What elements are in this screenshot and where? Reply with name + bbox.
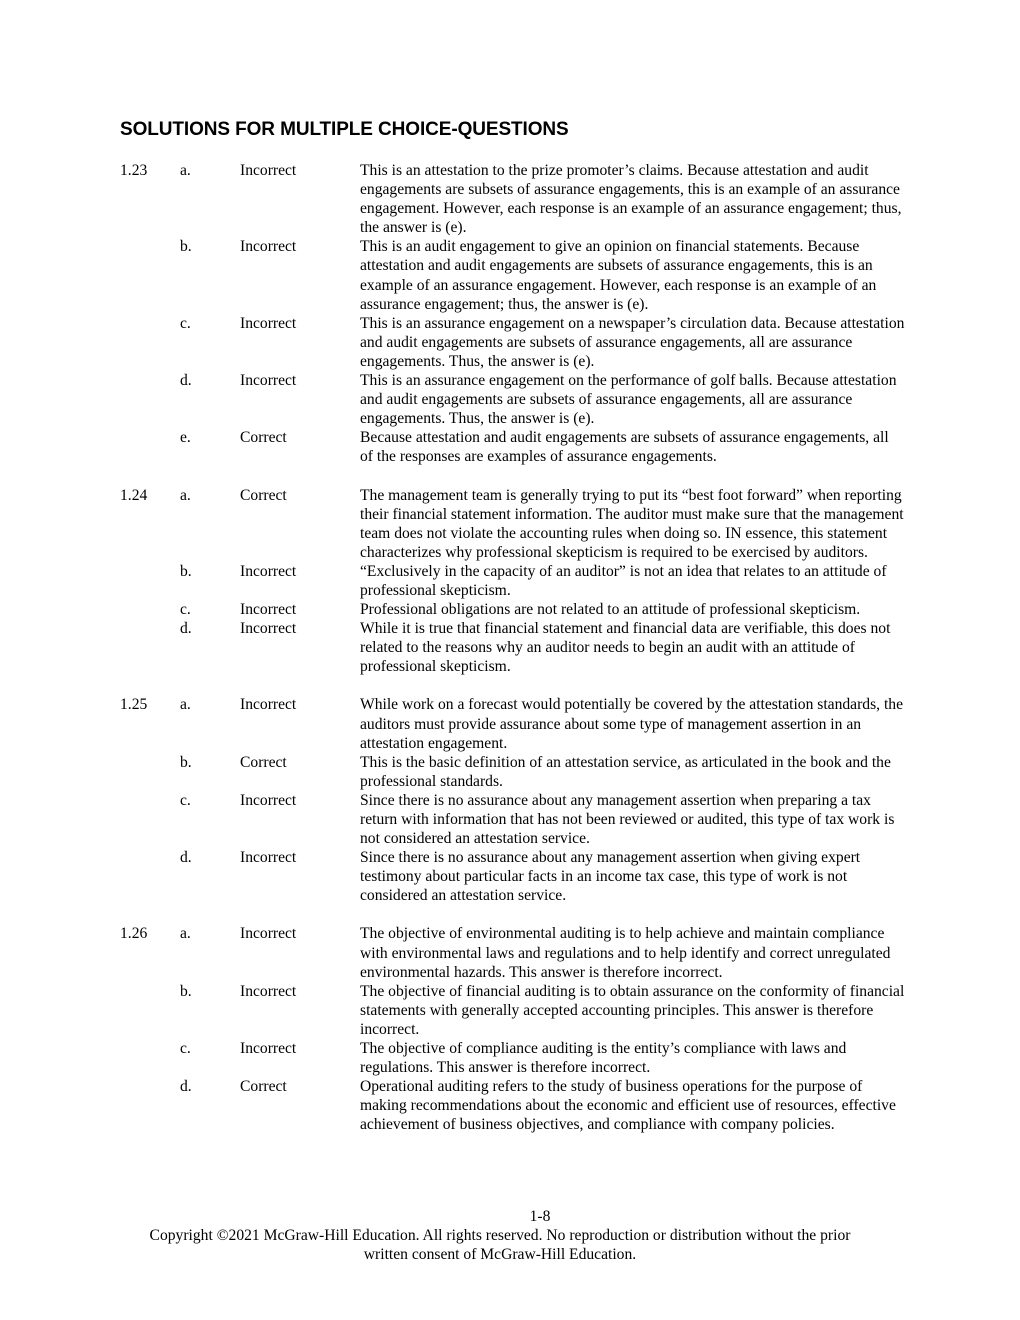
answer-explanation: This is an assurance engagement on a newspaper’s circulation data. Because attestation and audit engagements are subsets of assurance engagements, all are assurance engagements. Thus, the answer is (e). xyxy=(360,314,905,370)
answer-letter: c. xyxy=(180,601,191,619)
question-list xyxy=(120,161,910,1154)
answer-explanation: The objective of environmental auditing is to help achieve and maintain compliance with environmental laws and regulations and to help identify and correct unregulated environmental hazards. This answer is therefore incorrect. xyxy=(360,925,891,981)
answer-explanation: The objective of compliance auditing is the entity’s compliance with laws and regulations. This answer is therefore incorrect. xyxy=(360,1040,847,1077)
page-heading: SOLUTIONS FOR MULTIPLE CHOICE-QUESTIONS xyxy=(120,119,569,140)
answer-explanation: While work on a forecast would potentially be covered by the attestation standards, the auditors must provide assurance about some type of management assertion in an attestation engagement. xyxy=(360,696,904,752)
answer-verdict: Incorrect xyxy=(240,238,297,256)
answer-row xyxy=(120,486,910,562)
question-1-23 xyxy=(120,161,910,467)
answer-row xyxy=(120,600,910,619)
answer-verdict: Incorrect xyxy=(240,562,297,580)
answer-verdict: Correct xyxy=(240,486,287,504)
answer-explanation: This is an audit engagement to give an opinion on financial statements. Because attestation and audit engagements are subsets of assurance engagements, this is an example of an assurance engagement. However, each response is an example of an assurance engagement; thus, the answer is (e). xyxy=(360,238,877,313)
answer-explanation: Since there is no assurance about any management assertion when preparing a tax return with information that has not been reviewed or audited, this type of tax work is not considered an attestation service. xyxy=(360,791,895,848)
answer-row xyxy=(120,695,910,752)
answer-verdict: Incorrect xyxy=(240,982,297,1000)
answer-verdict: Incorrect xyxy=(240,601,297,619)
answer-verdict: Incorrect xyxy=(240,620,297,638)
answer-letter: a. xyxy=(180,486,191,504)
answer-letter: b. xyxy=(180,238,192,256)
answer-verdict: Correct xyxy=(240,753,287,771)
answer-verdict: Incorrect xyxy=(240,372,297,390)
page-number: 1-8 xyxy=(529,1208,551,1225)
answer-verdict: Incorrect xyxy=(240,162,297,179)
question-1-26 xyxy=(120,924,910,1134)
answer-row xyxy=(120,237,910,313)
answer-row xyxy=(120,982,910,1039)
answer-verdict: Incorrect xyxy=(240,925,297,943)
answer-letter: b. xyxy=(180,982,192,1000)
answer-letter: b. xyxy=(180,753,192,771)
page-footer xyxy=(120,1207,960,1264)
answer-verdict: Incorrect xyxy=(240,314,297,332)
copyright-notice: Copyright ©2021 McGraw-Hill Education. All rights reserved. No reproduction or distribution without the prior written consent of McGraw-Hill Education. xyxy=(149,1227,851,1264)
answer-row xyxy=(120,562,910,600)
answer-row xyxy=(120,371,910,428)
answer-letter: d. xyxy=(180,620,192,638)
answer-row xyxy=(120,428,910,466)
answer-letter: d. xyxy=(180,849,192,867)
question-1-25 xyxy=(120,695,910,905)
answer-letter: b. xyxy=(180,562,192,580)
answer-verdict: Correct xyxy=(240,1078,287,1096)
answer-letter: a. xyxy=(180,696,191,714)
answer-verdict: Incorrect xyxy=(240,696,297,714)
question-number: 1.23 xyxy=(120,162,148,179)
answer-letter: c. xyxy=(180,791,191,809)
answer-explanation: This is the basic definition of an attestation service, as articulated in the book and the professional standards. xyxy=(360,753,891,790)
answer-row xyxy=(120,791,910,848)
answer-row xyxy=(120,1077,910,1134)
answer-explanation: Professional obligations are not related to an attitude of professional skepticism. xyxy=(360,601,861,619)
question-number: 1.25 xyxy=(120,696,148,714)
question-number: 1.24 xyxy=(120,486,148,504)
answer-letter: c. xyxy=(180,1040,191,1058)
answer-letter: a. xyxy=(180,925,191,943)
answer-letter: d. xyxy=(180,1078,192,1096)
answer-explanation: Because attestation and audit engagements are subsets of assurance engagements, all of the responses are examples of assurance engagements. xyxy=(360,429,889,466)
answer-explanation: Since there is no assurance about any management assertion when giving expert testimony about particular facts in an income tax case, this type of work is not considered an attestation service. xyxy=(360,849,861,905)
answer-explanation: Operational auditing refers to the study of business operations for the purpose of making recommendations about the economic and efficient use of resources, effective achievement of business objectives, and compliance with company policies. xyxy=(360,1078,896,1134)
answer-row xyxy=(120,924,910,981)
answer-explanation: This is an assurance engagement on the performance of golf balls. Because attestation and audit engagements are subsets of assurance engagements, all are assurance engagements. Thus, the answer is (e). xyxy=(360,372,897,428)
question-1-24 xyxy=(120,486,910,677)
answer-row xyxy=(120,1039,910,1077)
answer-letter: a. xyxy=(180,162,191,179)
answer-row xyxy=(120,753,910,791)
answer-verdict: Correct xyxy=(240,429,287,447)
answer-explanation: The objective of financial auditing is to obtain assurance on the conformity of financial statements with generally accepted accounting principles. This answer is therefore incorrect. xyxy=(360,982,905,1038)
answer-row xyxy=(120,619,910,676)
answer-row xyxy=(120,161,910,237)
answer-letter: c. xyxy=(180,314,191,332)
question-number: 1.26 xyxy=(120,925,148,943)
answer-letter: d. xyxy=(180,372,192,390)
answer-explanation: “Exclusively in the capacity of an auditor” is not an idea that relates to an attitude of professional skepticism. xyxy=(360,562,887,599)
answer-verdict: Incorrect xyxy=(240,791,297,809)
answer-row xyxy=(120,314,910,371)
answer-row xyxy=(120,848,910,905)
answer-letter: e. xyxy=(180,429,191,447)
answer-explanation: This is an attestation to the prize promoter’s claims. Because attestation and audit engagements are subsets of assurance engagements, this is an example of an assurance engagement. However, each response is an example of an assurance engagement; thus, the answer is (e). xyxy=(360,162,902,237)
answer-verdict: Incorrect xyxy=(240,849,297,867)
answer-explanation: While it is true that financial statement and financial data are verifiable, this does not related to the reasons why an auditor needs to begin an audit with an attitude of professional skepticism. xyxy=(360,620,891,676)
answer-explanation: The management team is generally trying to put its “best foot forward” when reporting their financial statement information. The auditor must make sure that the management team does not violate the accounting rules when doing so. IN essence, this statement characterizes why professional skepticism is required to be exercised by auditors. xyxy=(360,486,904,561)
answer-verdict: Incorrect xyxy=(240,1040,297,1058)
